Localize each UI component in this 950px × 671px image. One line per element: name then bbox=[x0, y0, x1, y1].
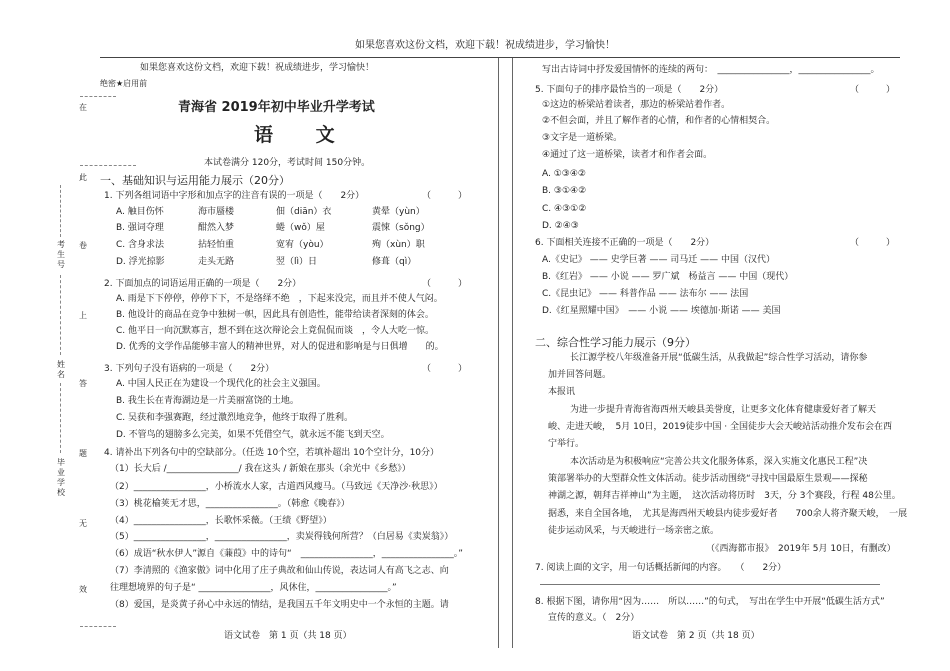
score-info: 本试卷满分 120分，考试时间 150分钟。 bbox=[204, 158, 371, 168]
q1-c-1: C. 含身求法 bbox=[116, 240, 165, 250]
q4-line: （3）桃花榆荚无才思，________________。（韩愈《晚春》） bbox=[110, 499, 350, 509]
section-heading: 一、基础知识与运用能力展示（20分） bbox=[100, 174, 290, 187]
q1-d-1: D. 浮光掠影 bbox=[116, 257, 165, 267]
gutter-char: 题 bbox=[79, 449, 87, 458]
material-line: 据悉，来自全国各地， 尤其是海西州天峻县内徒步爱好者 700余人将齐聚天峻， 一展 bbox=[548, 509, 908, 519]
material-line: 峻、走进天峻， 5月 10日，2019徒步中国 · 全国徒步大会天峻站活动推介发布会在西 bbox=[548, 422, 893, 432]
q1-c-2: 拈轻怕重 bbox=[198, 240, 235, 250]
q1-a-3: 佃（diān）衣 bbox=[276, 207, 332, 217]
material-line: 神湖之源，朝拜吉祥神山”为主题， 这次活动将历时 3天，分 3个赛段，行程 48公里。 bbox=[548, 491, 901, 501]
exam-title: 青海省 2019年初中毕业升学考试 bbox=[178, 100, 375, 115]
footer-left: 语文试卷 第 1 页（共 18 页） bbox=[224, 631, 352, 641]
subject-title: 语 文 bbox=[254, 124, 353, 146]
part2-intro: 长江源学校八年级准备开展“低碳生活，从我做起”综合性学习活动，请你参 bbox=[570, 353, 868, 363]
answer-bracket: （ ） bbox=[850, 238, 896, 248]
question-stem: 7. 阅读上面的文字，用一句话概括新闻的内容。 （ 2分） bbox=[535, 563, 787, 573]
material-source: （《西海都市报》 2019年 5月 10日，有删改） bbox=[706, 544, 896, 554]
question-stem: 2. 下面加点的词语运用正确的一项是（ 2分） bbox=[104, 279, 302, 289]
gutter-char: 上 bbox=[79, 311, 87, 320]
q1-d-3: 翌（lì）日 bbox=[276, 257, 318, 267]
question-stem: 5. 下面句子的排序最恰当的一项是（ 2分） bbox=[535, 85, 724, 95]
gutter-char: 此 bbox=[79, 173, 87, 182]
gutter-char: 答 bbox=[79, 379, 87, 388]
q2-option-a: A. 雨是下下停停，停停下下，不是络绎不绝 ，下起来没完，而且并不使人气闷。 bbox=[116, 294, 443, 304]
q5-option-b: B. ③①④② bbox=[542, 186, 587, 196]
q3-option-a: A. 中国人民正在为建设一个现代化的社会主义强国。 bbox=[116, 379, 326, 389]
gutter-char: 在 bbox=[79, 103, 87, 112]
q6-option-b: B.《红岩》 —— 小说 —— 罗广斌 杨益言 —— 中国（现代） bbox=[542, 272, 794, 282]
q4-line: （6）成语“秋水伊人”源自《蒹葭》中的诗句“ ________________，________________。” bbox=[110, 549, 463, 559]
q1-c-3: 宽宥（yòu） bbox=[276, 240, 329, 250]
page-divider bbox=[498, 58, 499, 648]
q2-option-b: B. 他设计的商品在竞争中独树一帜，因此具有创造性，能带给读者深刻的体会。 bbox=[116, 310, 434, 320]
gutter-label-exam-no: 考生号 bbox=[57, 240, 65, 269]
question-stem: 8. 根据下图，请你用“因为…… 所以……”的句式， 写出在学生中开展“低碳生活方式” bbox=[535, 597, 885, 607]
answer-line bbox=[540, 584, 880, 585]
answer-bracket: （ ） bbox=[422, 364, 468, 374]
footer-right: 语文试卷 第 2 页（共 18 页） bbox=[632, 631, 760, 641]
q4-line: （8）爱国，是炎黄子孙心中永远的情结，是我国五千年文明史中一个永恒的主题。请 bbox=[110, 600, 449, 610]
q6-option-c: C.《昆虫记》 —— 科普作品 —— 法布尔 —— 法国 bbox=[542, 289, 749, 299]
section-heading: 二、综合性学习能力展示（9分） bbox=[535, 336, 696, 349]
gutter-label-school: 毕业学校 bbox=[57, 458, 65, 497]
q3-option-d: D. 不管鸟的翅膀多么完美，如果不凭借空气，就永远不能飞到天空。 bbox=[116, 430, 390, 440]
gutter-label-name: 姓名 bbox=[57, 360, 65, 379]
top-rule bbox=[100, 57, 900, 58]
q6-option-d: D.《红星照耀中国》 —— 小说 —— 埃德加·斯诺 —— 美国 bbox=[542, 306, 781, 316]
material-line: 为进一步提升青海省海西州天峻县美誉度，让更多文化体育健康爱好者了解天 bbox=[570, 405, 877, 415]
q1-b-4: 震悚（sǒng） bbox=[372, 223, 430, 233]
q4-line: （4）________________，长歌怀采薇。（王绩《野望》） bbox=[110, 516, 332, 526]
q2-option-c: C. 他平日一向沉默寡言，想不到在这次辩论会上竟侃侃而谈 ，令人大吃一惊。 bbox=[116, 326, 435, 336]
q5-sentence: ④通过了这一道桥梁，读者才和作者会面。 bbox=[542, 150, 713, 160]
secret-mark: 绝密★启用前 bbox=[100, 79, 148, 88]
q1-a-4: 黄晕（yùn） bbox=[372, 207, 425, 217]
material-line: 本次活动是为积极响应“完善公共文化服务体系，深入实施文化惠民工程”决 bbox=[570, 457, 868, 467]
page-divider-2 bbox=[512, 58, 513, 648]
top-banner: 如果您喜欢这份文档，欢迎下载！祝成绩进步，学习愉快！ bbox=[355, 40, 615, 51]
q1-d-4: 修葺（qì） bbox=[372, 257, 417, 267]
gutter-char: 效 bbox=[79, 585, 87, 594]
q1-b-1: B. 强词夺理 bbox=[116, 223, 164, 233]
question-stem: 6. 下面相关连接不正确的一项是（ 2分） bbox=[535, 238, 715, 248]
material-line: 宁举行。 bbox=[548, 439, 585, 449]
q2-option-d: D. 优秀的文学作品能够丰富人的精神世界，对人的促进和影响是与日俱增 的。 bbox=[116, 342, 444, 352]
question-stem: 3. 下列句子没有语病的一项是（ 2分） bbox=[104, 364, 275, 374]
q4-line: 往理想境界的句子是“ ________________，风休住，________________。” bbox=[110, 583, 397, 593]
question-stem: 4. 请补出下列各句中的空缺部分。（任选 10个空，若填补超出 10个空计分，10分） bbox=[104, 448, 440, 458]
q4-continuation: 写出古诗词中抒发爱国情怀的连续的两句： ________________，________________。 bbox=[542, 65, 880, 75]
answer-bracket: （ ） bbox=[422, 191, 468, 201]
q5-sentence: ②不但会面，并且了解作者的心情，和作者的心情相契合。 bbox=[542, 116, 776, 126]
q4-line: （1）长大后 /________________/ 我在这头 / 新娘在那头（余光中《乡愁》） bbox=[110, 464, 411, 474]
q5-sentence: ③文字是一道桥梁。 bbox=[542, 133, 623, 143]
material-line: 策部署举办的大型群众性文体活动。徒步活动围绕“寻找中国最原生景观——探秘 bbox=[548, 474, 868, 484]
q1-c-4: 殉（xùn）职 bbox=[372, 240, 425, 250]
left-banner: 如果您喜欢这份文档，欢迎下载！祝成绩进步，学习愉快！ bbox=[140, 63, 375, 73]
q1-a-2: 海市蜃楼 bbox=[198, 207, 235, 217]
part2-intro: 加并回答问题。 bbox=[548, 370, 612, 380]
q5-sentence: ①这边的桥梁站着读者，那边的桥梁站着作者。 bbox=[542, 100, 731, 110]
q5-option-c: C. ④③①② bbox=[542, 204, 587, 214]
q3-option-b: B. 我生长在青海湖边是一片美丽富饶的土地。 bbox=[116, 396, 299, 406]
q1-b-3: 蜷（wǒ）屋 bbox=[276, 223, 325, 233]
gutter-char: 卷 bbox=[79, 241, 87, 250]
material-line: 徒步运动风采，与天峻进行一场亲密之旅。 bbox=[548, 526, 720, 536]
question-stem: 宣传的意义。（ 2分） bbox=[548, 613, 640, 623]
q1-b-2: 酣然入梦 bbox=[198, 223, 235, 233]
answer-bracket: （ ） bbox=[422, 279, 468, 289]
q1-a-1: A. 触目伤怀 bbox=[116, 207, 164, 217]
question-stem: 1. 下列各组词语中字形和加点字的注音有误的一项是（ 2分） bbox=[104, 191, 365, 201]
gutter-char: 无 bbox=[79, 519, 87, 528]
q6-option-a: A.《史记》 —— 史学巨著 —— 司马迁 —— 中国（汉代） bbox=[542, 255, 776, 265]
material-label: 本报讯 bbox=[548, 387, 576, 397]
answer-bracket: （ ） bbox=[850, 85, 896, 95]
q3-option-c: C. 吴获和李强赛跑，经过激烈地竞争，他终于取得了胜利。 bbox=[116, 413, 354, 423]
q4-line: （5）________________，________________，卖炭得钱何所营？（白居易《卖炭翁》） bbox=[110, 532, 454, 542]
q5-option-a: A. ①③④② bbox=[542, 169, 586, 179]
q1-d-2: 走头无路 bbox=[198, 257, 235, 267]
q5-option-d: D. ②④③ bbox=[542, 221, 579, 231]
q4-line: （7）李清照的《渔家傲》词中化用了庄子典故和仙山传说，表达词人有高飞之志、向 bbox=[110, 566, 449, 576]
q4-line: （2）________________，小桥流水人家，古道西风瘦马。（马致远《天净沙·秋思》） bbox=[110, 482, 443, 492]
